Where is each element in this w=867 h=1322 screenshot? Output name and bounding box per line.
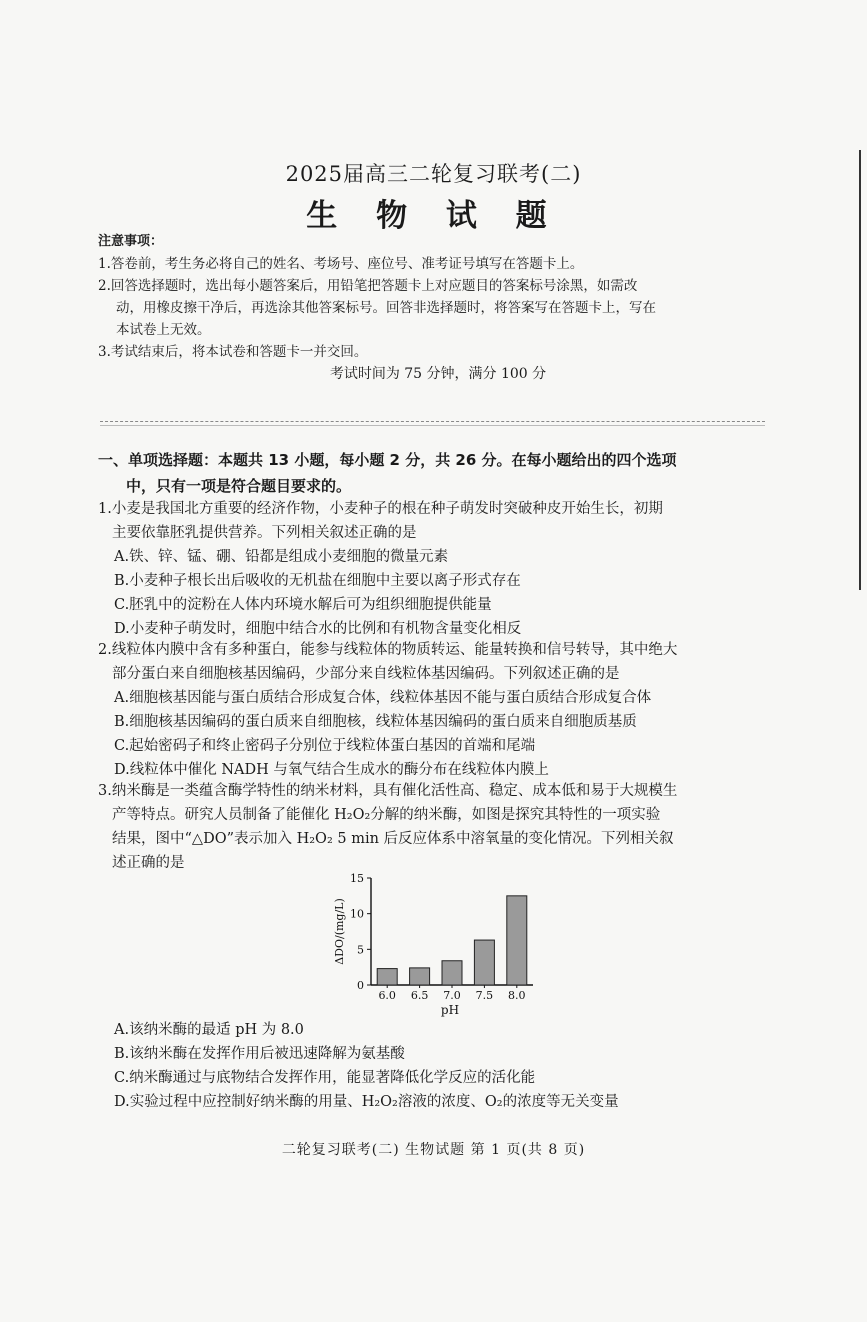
question-3-options (98, 1018, 778, 1114)
q2-option-d: D.线粒体中催化 NADH 与氧气结合生成水的酶分布在线粒体内膜上 (114, 762, 549, 778)
notice-item-1: 1.答卷前，考生务必将自己的姓名、考场号、座位号、准考证号填写在答题卡上。 (98, 256, 584, 272)
q1-stem-line1: 1.小麦是我国北方重要的经济作物，小麦种子的根在种子萌发时突破种皮开始生长，初期 (98, 501, 663, 517)
q3-stem-line3: 结果，图中“△DO”表示加入 H₂O₂ 5 min 后反应体系中溶氧量的变化情况。下列相关叙 (112, 831, 674, 847)
bar-ph-6-0 (377, 969, 397, 985)
bar-ph-6-5 (410, 968, 430, 985)
x-tick-label: 7.0 (443, 989, 461, 1002)
q1-stem-line2: 主要依靠胚乳提供营养。下列相关叙述正确的是 (112, 525, 417, 541)
y-tick-label: 5 (357, 943, 364, 957)
section-heading-line1: 一、单项选择题：本题共 13 小题，每小题 2 分，共 26 分。在每小题给出的四个选项 (98, 451, 677, 469)
notice-heading: 注意事项： (98, 234, 164, 249)
scan-edge-line (859, 150, 861, 590)
q3-stem-line4: 述正确的是 (112, 855, 185, 871)
chart-bars (377, 896, 527, 985)
question-1 (98, 497, 778, 641)
q2-option-b: B.细胞核基因编码的蛋白质来自细胞核，线粒体基因编码的蛋白质来自细胞质基质 (114, 714, 637, 730)
bar-ph-8-0 (507, 896, 527, 985)
q2-option-c: C.起始密码子和终止密码子分别位于线粒体蛋白基因的首端和尾端 (114, 738, 536, 754)
y-axis-label: ΔDO/(mg/L) (333, 898, 346, 965)
q3-option-a: A.该纳米酶的最适 pH 为 8.0 (114, 1022, 304, 1038)
q3-option-d: D.实验过程中应控制好纳米酶的用量、H₂O₂溶液的浓度、O₂的浓度等无关变量 (114, 1094, 619, 1110)
q3-stem-line1: 3.纳米酶是一类蕴含酶学特性的纳米材料，具有催化活性高、稳定、成本低和易于大规模生 (98, 783, 678, 799)
notice-block (98, 231, 778, 385)
notice-item-2-end: 本试卷上无效。 (116, 322, 211, 338)
subject-title: 生 物 试 题 (306, 198, 561, 234)
q3-option-b: B.该纳米酶在发挥作用后被迅速降解为氨基酸 (114, 1046, 405, 1062)
q1-option-d: D.小麦种子萌发时，细胞中结合水的比例和有机物含量变化相反 (114, 621, 522, 637)
question-2 (98, 638, 778, 782)
divider-solid (100, 425, 765, 426)
divider-dashed (100, 421, 765, 422)
x-tick-label: 6.5 (410, 989, 429, 1002)
exam-time: 考试时间为 75 分钟，满分 100 分 (329, 366, 547, 382)
question-3 (98, 779, 778, 875)
q2-option-a: A.细胞核基因能与蛋白质结合形成复合体，线粒体基因不能与蛋白质结合形成复合体 (114, 690, 652, 706)
x-tick-label: 7.5 (475, 989, 494, 1002)
y-tick-label: 0 (357, 979, 364, 992)
exam-title: 2025届高三二轮复习联考(二) (285, 162, 582, 186)
y-tick-label: 10 (350, 907, 364, 921)
section-heading-line2: 中，只有一项是符合题目要求的。 (126, 477, 352, 495)
bar-ph-7-0 (442, 961, 462, 985)
bar-ph-7-5 (474, 940, 494, 985)
notice-item-2: 2.回答选择题时，选出每小题答案后，用铅笔把答题卡上对应题目的答案标号涂黑，如需改 (98, 278, 638, 294)
q3-stem-line2: 产等特点。研究人员制备了能催化 H₂O₂分解的纳米酶，如图是探究其特性的一项实验 (112, 807, 661, 823)
q1-option-c: C.胚乳中的淀粉在人体内环境水解后可为组织细胞提供能量 (114, 597, 492, 613)
page-footer: 二轮复习联考(二) 生物试题 第 1 页(共 8 页) (281, 1142, 586, 1158)
q3-option-c: C.纳米酶通过与底物结合发挥作用，能显著降低化学反应的活化能 (114, 1070, 536, 1086)
q2-stem-line2: 部分蛋白来自细胞核基因编码，少部分来自线粒体基因编码。下列叙述正确的是 (112, 666, 620, 682)
section-heading (98, 447, 778, 499)
notice-item-2-cont: 动，用橡皮擦干净后，再选涂其他答案标号。回答非选择题时，将答案写在答题卡上，写在 (116, 300, 656, 316)
x-tick-label: 6.0 (378, 989, 396, 1002)
q1-option-a: A.铁、锌、锰、硼、铅都是组成小麦细胞的微量元素 (114, 549, 449, 565)
x-axis-label: pH (440, 1003, 460, 1017)
q1-option-b: B.小麦种子根长出后吸收的无机盐在细胞中主要以离子形式存在 (114, 573, 521, 589)
notice-item-3: 3.考试结束后，将本试卷和答题卡一并交回。 (98, 344, 368, 360)
ph-bar-chart (325, 868, 545, 1020)
x-tick-label: 8.0 (508, 989, 526, 1002)
y-tick-label: 15 (350, 872, 364, 885)
chart-labels (333, 872, 526, 1017)
q2-stem-line1: 2.线粒体内膜中含有多种蛋白，能参与线粒体的物质转运、能量转换和信号转导，其中绝大 (98, 642, 678, 658)
